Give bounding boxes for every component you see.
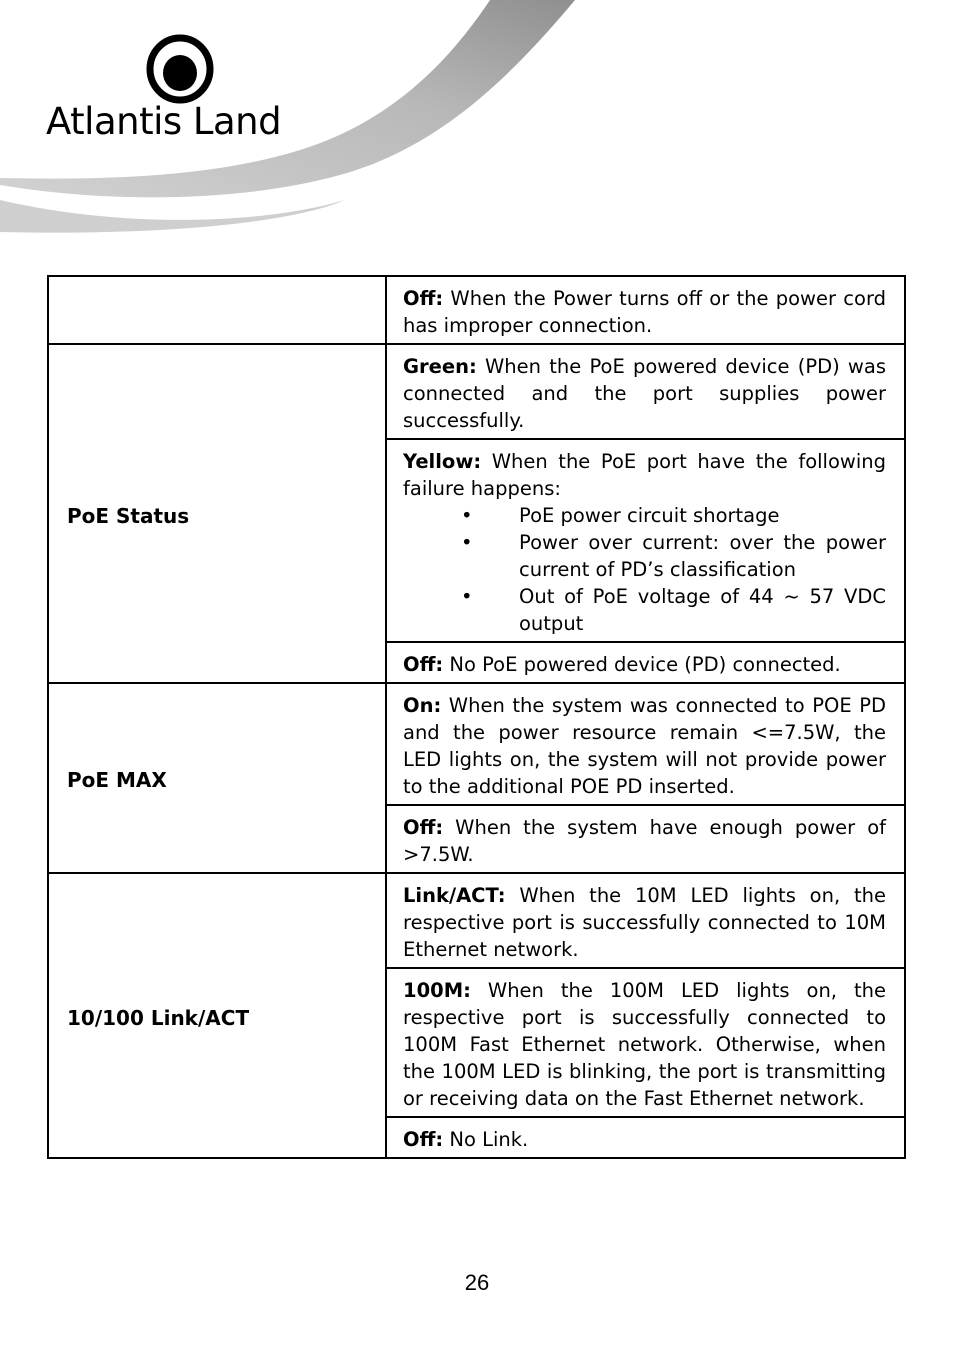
status-description xyxy=(403,448,886,502)
status-description-cell xyxy=(386,805,905,873)
status-description-cell xyxy=(386,276,905,344)
status-description xyxy=(403,882,886,963)
page-number: 26 xyxy=(464,1270,490,1295)
bullet-icon: • xyxy=(461,585,473,608)
status-key: Off: xyxy=(403,653,444,676)
status-description-cell xyxy=(386,1117,905,1158)
status-description xyxy=(403,1126,886,1153)
status-description xyxy=(403,285,886,339)
row-label xyxy=(48,276,386,344)
led-status-table xyxy=(47,275,906,1159)
status-description-cell xyxy=(386,642,905,683)
status-key: Off: xyxy=(403,287,444,310)
status-text: When the 100M LED lights on, the respective port is successfully connected to 100M Fast Ethernet network. Otherwise, when the 100M LED is blinking, the port is transmitting or receiving data on the Fast Ethernet network. xyxy=(403,979,886,1110)
status-key: Off: xyxy=(403,816,444,839)
status-description xyxy=(403,692,886,800)
table-row xyxy=(48,683,905,805)
table-row xyxy=(48,344,905,439)
logo-wordmark: Atlantis Land xyxy=(46,100,282,143)
bullet-icon: • xyxy=(461,504,473,527)
status-text: When the Power turns off or the power cord has improper connection. xyxy=(403,287,886,337)
status-description-cell xyxy=(386,344,905,439)
list-item-text: Out of PoE voltage of 44 ~ 57 VDC output xyxy=(519,585,886,635)
status-description-cell xyxy=(386,683,905,805)
status-text: No PoE powered device (PD) connected. xyxy=(443,653,841,676)
status-key: Off: xyxy=(403,1128,444,1151)
bullet-icon: • xyxy=(461,531,473,554)
status-description-cell xyxy=(386,968,905,1117)
row-label: PoE Status xyxy=(48,344,386,683)
status-description xyxy=(403,353,886,434)
status-text: When the PoE powered device (PD) was connected and the port supplies power successfully. xyxy=(403,355,886,432)
row-label: 10/100 Link/ACT xyxy=(48,873,386,1158)
row-label: PoE MAX xyxy=(48,683,386,873)
table-row xyxy=(48,276,905,344)
status-key: 100M: xyxy=(403,979,471,1002)
status-description xyxy=(403,651,886,678)
list-item xyxy=(403,583,886,637)
list-item-text: PoE power circuit shortage xyxy=(519,504,780,527)
table-row xyxy=(48,873,905,968)
logo-icon xyxy=(144,32,216,104)
status-description-cell xyxy=(386,873,905,968)
status-text: When the system have enough power of >7.5W. xyxy=(403,816,886,866)
status-key: On: xyxy=(403,694,442,717)
list-item xyxy=(403,502,886,529)
failure-list xyxy=(403,502,886,637)
status-key: Link/ACT: xyxy=(403,884,506,907)
status-key: Green: xyxy=(403,355,477,378)
status-text: When the system was connected to POE PD and the power resource remain <=7.5W, the LED lights on, the system will not provide power to the additional POE PD inserted. xyxy=(403,694,886,798)
list-item-text: Power over current: over the power current of PD’s classification xyxy=(519,531,886,581)
status-description-cell xyxy=(386,439,905,642)
status-text: When the 10M LED lights on, the respective port is successfully connected to 10M Ethernet network. xyxy=(403,884,886,961)
status-text: When the PoE port have the following failure happens: xyxy=(403,450,886,500)
status-key: Yellow: xyxy=(403,450,482,473)
status-description xyxy=(403,977,886,1112)
status-description xyxy=(403,814,886,868)
list-item xyxy=(403,529,886,583)
status-text: No Link. xyxy=(443,1128,529,1151)
